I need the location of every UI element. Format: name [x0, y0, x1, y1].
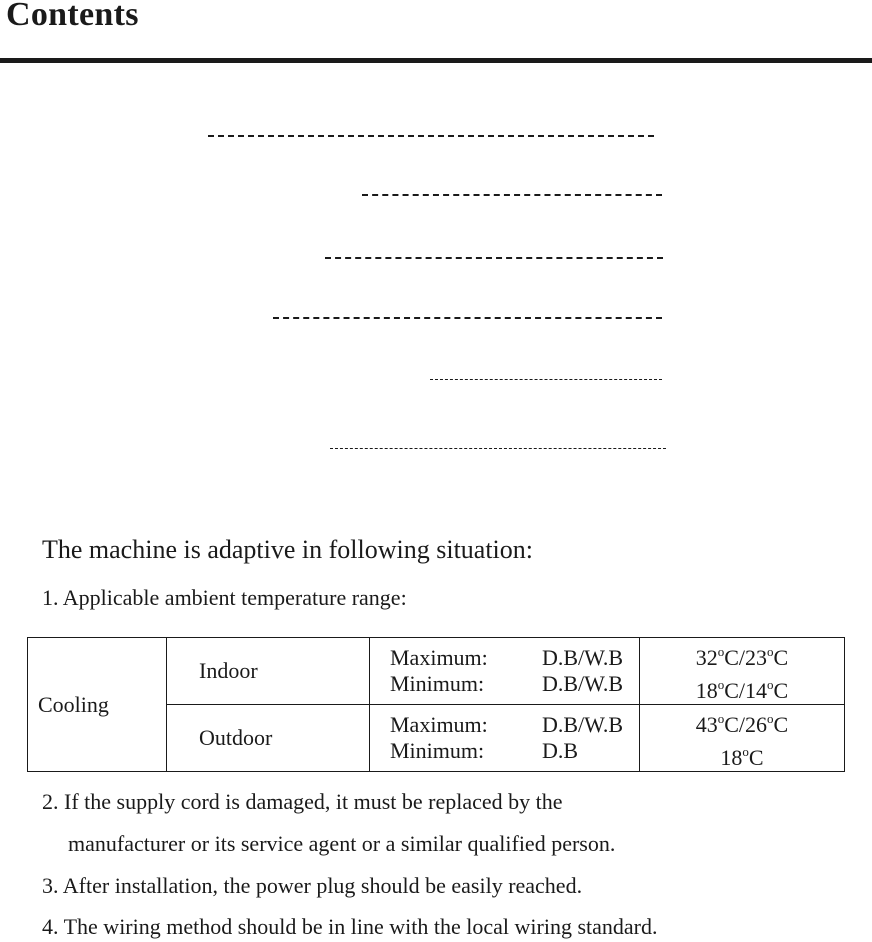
- max-temperature: 32$^o$C/23$^o$C: [695, 644, 789, 670]
- toc-leader: [362, 194, 662, 196]
- note-3: 3. After installation, the power plug should be easily reached.: [42, 873, 583, 898]
- toc-leader: [430, 379, 662, 380]
- min-label: Minimum:: [390, 671, 485, 696]
- toc-leader: [330, 448, 666, 449]
- temps-cell-indoor: [640, 638, 845, 705]
- min-type: D.B/W.B: [542, 671, 624, 696]
- note-2: 2. If the supply cord is damaged, it must be replaced by the: [42, 789, 563, 814]
- max-temperature: 43$^o$C/26$^o$C: [695, 711, 789, 737]
- limits-cell-indoor: [370, 638, 640, 705]
- intro-text: The machine is adaptive in following situation:: [42, 535, 534, 564]
- temps-cell-outdoor: [640, 705, 845, 772]
- toc-leader: [325, 257, 663, 259]
- place-cell-outdoor: Outdoor: [167, 705, 370, 772]
- mode-cell: Cooling: [28, 638, 167, 772]
- min-label: Minimum:: [390, 738, 485, 763]
- min-type: D.B: [542, 738, 579, 763]
- toc-leader: [208, 135, 654, 137]
- min-temperature: 18$^o$C/14$^o$C: [695, 677, 789, 703]
- place-cell-indoor: Indoor: [167, 638, 370, 705]
- max-type: D.B/W.B: [542, 712, 624, 737]
- note-4: 4. The wiring method should be in line with the local wiring standard.: [42, 914, 658, 939]
- limits-cell-outdoor: [370, 705, 640, 772]
- min-temperature: 18$^o$C: [720, 744, 764, 770]
- temperature-range-table: [27, 637, 845, 772]
- max-type: D.B/W.B: [542, 645, 624, 670]
- note-1: 1. Applicable ambient temperature range:: [42, 585, 407, 610]
- title-rule: [0, 58, 872, 63]
- page-title: Contents: [6, 0, 139, 33]
- max-label: Maximum:: [390, 645, 488, 670]
- max-label: Maximum:: [390, 712, 488, 737]
- note-2-continued: manufacturer or its service agent or a similar qualified person.: [68, 831, 616, 856]
- toc-leader: [273, 317, 662, 319]
